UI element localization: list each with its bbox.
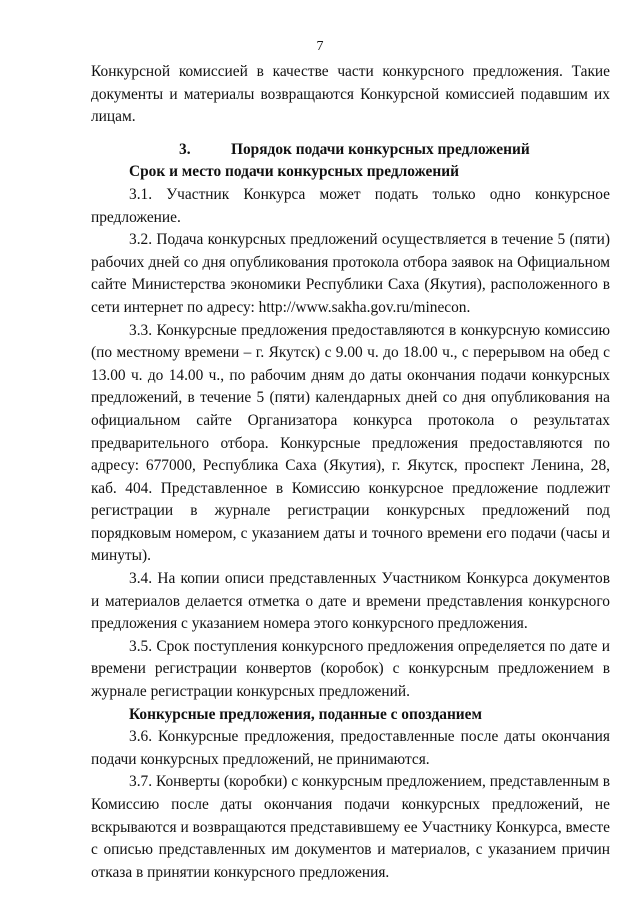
paragraph-3-1: 3.1. Участник Конкурса может подать только одно конкурсное предложение. — [91, 185, 610, 226]
section-heading — [91, 139, 610, 162]
subheading-deadline-place: Срок и место подачи конкурсных предложений — [129, 163, 459, 181]
paragraph-3-4: 3.4. На копии описи представленных Участником Конкурса документов и материалов делается отметка о дате и времени представления конкурсного предложения с указанием номера этого конкурсного предложения. — [91, 570, 610, 633]
section-title: Порядок подачи конкурсных предложений — [231, 140, 530, 158]
paragraph-3-7: 3.7. Конверты (коробки) с конкурсным предложением, представленным в Комиссию после даты окончания подачи конкурсных предложений, не вскрываются и возвращаются представившему ее Участнику Конкурса, вместе с описью представленных им документов и материалов, с указанием причин отказа в принятии конкурсного предложения. — [91, 773, 610, 881]
page-number: 7 — [316, 39, 324, 54]
paragraph-3-5: 3.5. Срок поступления конкурсного предложения определяется по дате и времени регистрации конвертов (коробок) с конкурсным предложением в журнале регистрации конкурсных предложений. — [91, 637, 610, 701]
document-body — [91, 61, 610, 884]
paragraph-3-6: 3.6. Конкурсные предложения, предоставленные после даты окончания подачи конкурсных предложений, не принимаются. — [91, 728, 610, 768]
intro-paragraph: Конкурсной комиссией в качестве части конкурсного предложения. Такие документы и материалы возвращаются Конкурсной комиссией подавшим их лицам. — [91, 63, 610, 126]
subheading-late-submissions: Конкурсные предложения, поданные с опозданием — [129, 705, 482, 723]
paragraph-3-3: 3.3. Конкурсные предложения предоставляются в конкурсную комиссию (по местному времени – г. Якутск) с 9.00 ч. до 18.00 ч., с перерывом на обед с 13.00 ч. до 14.00 ч., по рабочим дням до даты окончания подачи конкурсных предложений, в течение 5 (пяти) календарных дней со дня опубликования на официальном сайте Организатора конкурса протокола о результатах предварительного отбора. Конкурсные предложения предоставляются по адресу: 677000, Республика Саха (Якутия), г. Якутск, проспект Ленина, 28, каб. 404. Представленное в Комиссию конкурсное предложение подлежит регистрации в журнале регистрации конкурсных предложений под порядковым номером, с указанием даты и точного времени его подачи (часы и минуты). — [91, 321, 610, 565]
paragraph-3-2: 3.2. Подача конкурсных предложений осуществляется в течение 5 (пяти) рабочих дней со дня опубликования протокола отбора заявок на Официальном сайте Министерства экономики Республики Саха (Якутия), расположенного в сети интернет по адресу: http://www.sakha.gov.ru/minecon. — [91, 231, 610, 316]
section-number: 3. — [179, 140, 191, 158]
